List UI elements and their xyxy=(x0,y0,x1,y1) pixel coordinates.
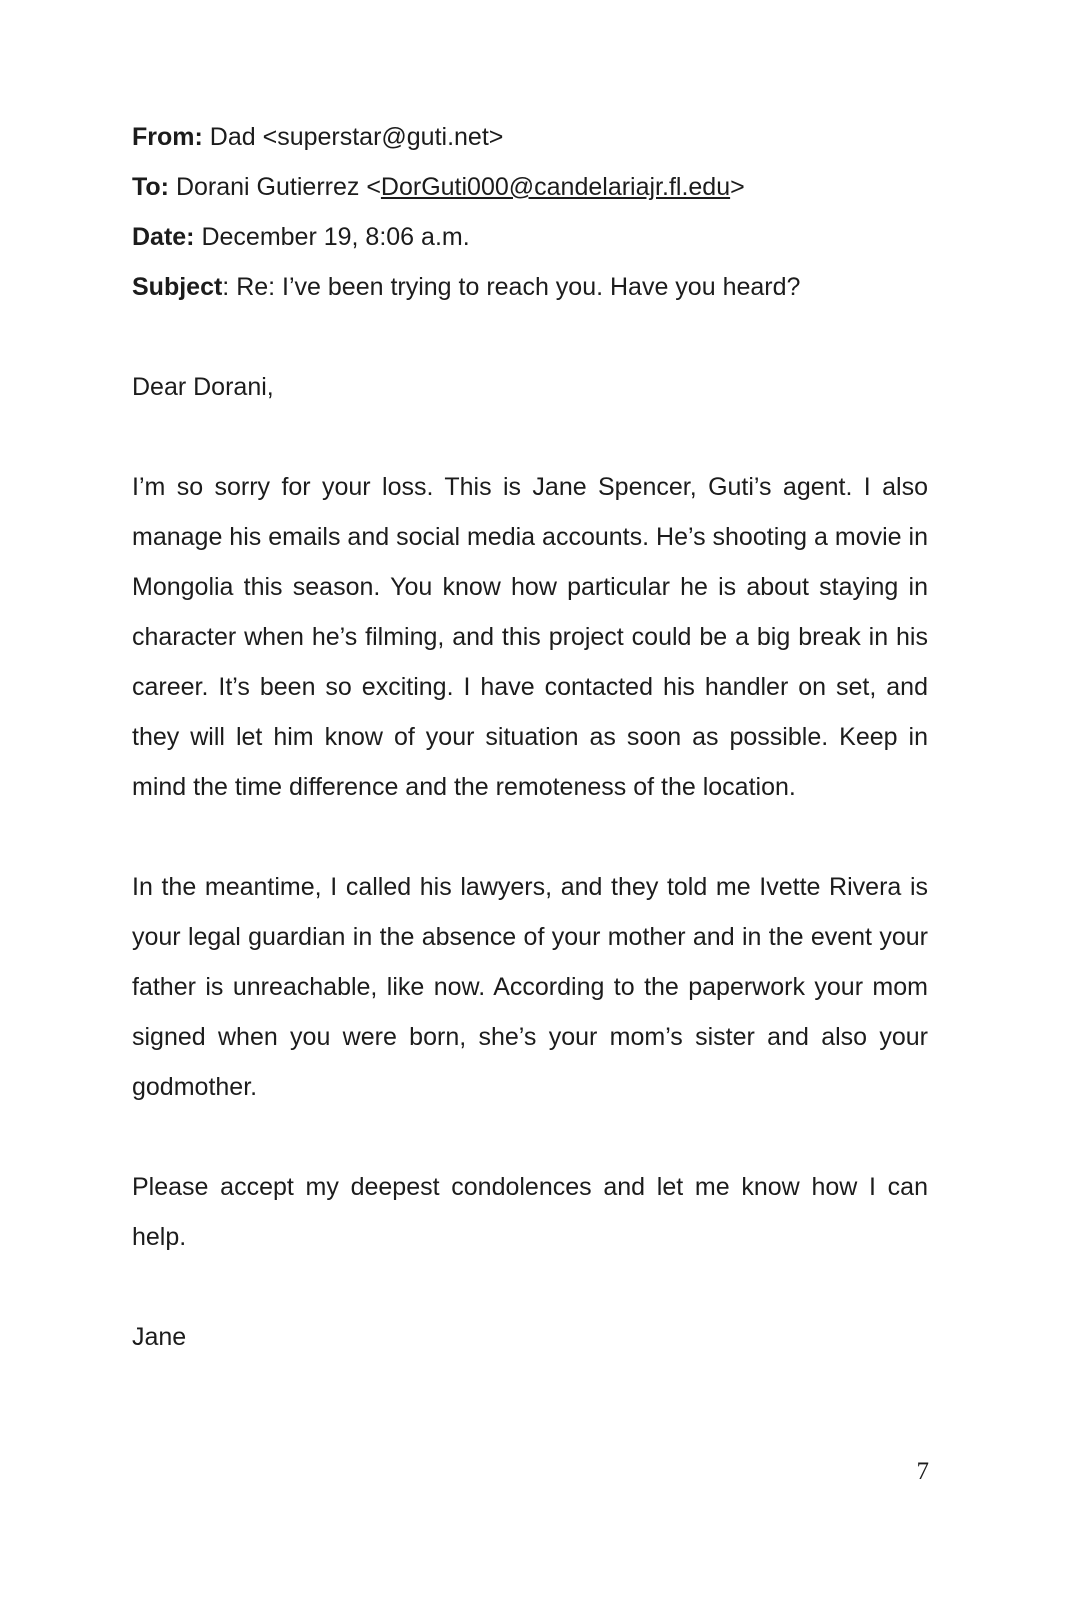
email-content xyxy=(132,112,928,1362)
spacer xyxy=(132,1262,928,1312)
to-label: To: xyxy=(132,173,170,201)
date-label: Date: xyxy=(132,223,195,251)
page-number: 7 xyxy=(916,1458,929,1485)
from-line xyxy=(132,112,928,162)
signature: Jane xyxy=(132,1323,187,1351)
subject-line xyxy=(132,262,928,312)
spacer xyxy=(132,1112,928,1162)
from-value: Dad <superstar@guti.net> xyxy=(209,123,504,151)
paragraph-1: I’m so sorry for your loss. This is Jane Spencer, Guti’s agent. I also manage his emails and social media accounts. He’s shooting a movie in Mongolia this season. You know how particular he is about staying in character when he’s filming, and this project could be a big break in his career. It’s been so exciting. I have contacted his handler on set, and they will let him know of your situation as soon as possible. Keep in mind the time difference and the remoteness of the location. xyxy=(132,473,928,801)
paragraph-3: Please accept my deepest condolences and let me know how I can help. xyxy=(132,1173,928,1251)
to-name: Dorani Gutierrez < xyxy=(175,173,381,201)
subject-label: Subject xyxy=(132,273,223,301)
date-value: December 19, 8:06 a.m. xyxy=(201,223,470,251)
to-line xyxy=(132,162,928,212)
spacer xyxy=(132,312,928,362)
to-address-link[interactable]: DorGuti000@candelariajr.fl.edu xyxy=(380,173,731,201)
paragraph-2: In the meantime, I called his lawyers, and they told me Ivette Rivera is your legal guardian in the absence of your mother and in the event your father is unreachable, like now. According to the paperwork your mom signed when you were born, she’s your mom’s sister and also your godmother. xyxy=(132,873,928,1101)
subject-value: : Re: I’ve been trying to reach you. Have you heard? xyxy=(222,273,801,301)
to-close: > xyxy=(730,173,745,201)
spacer xyxy=(132,412,928,462)
date-line xyxy=(132,212,928,262)
from-label: From: xyxy=(132,123,203,151)
greeting: Dear Dorani, xyxy=(132,373,274,401)
spacer xyxy=(132,812,928,862)
